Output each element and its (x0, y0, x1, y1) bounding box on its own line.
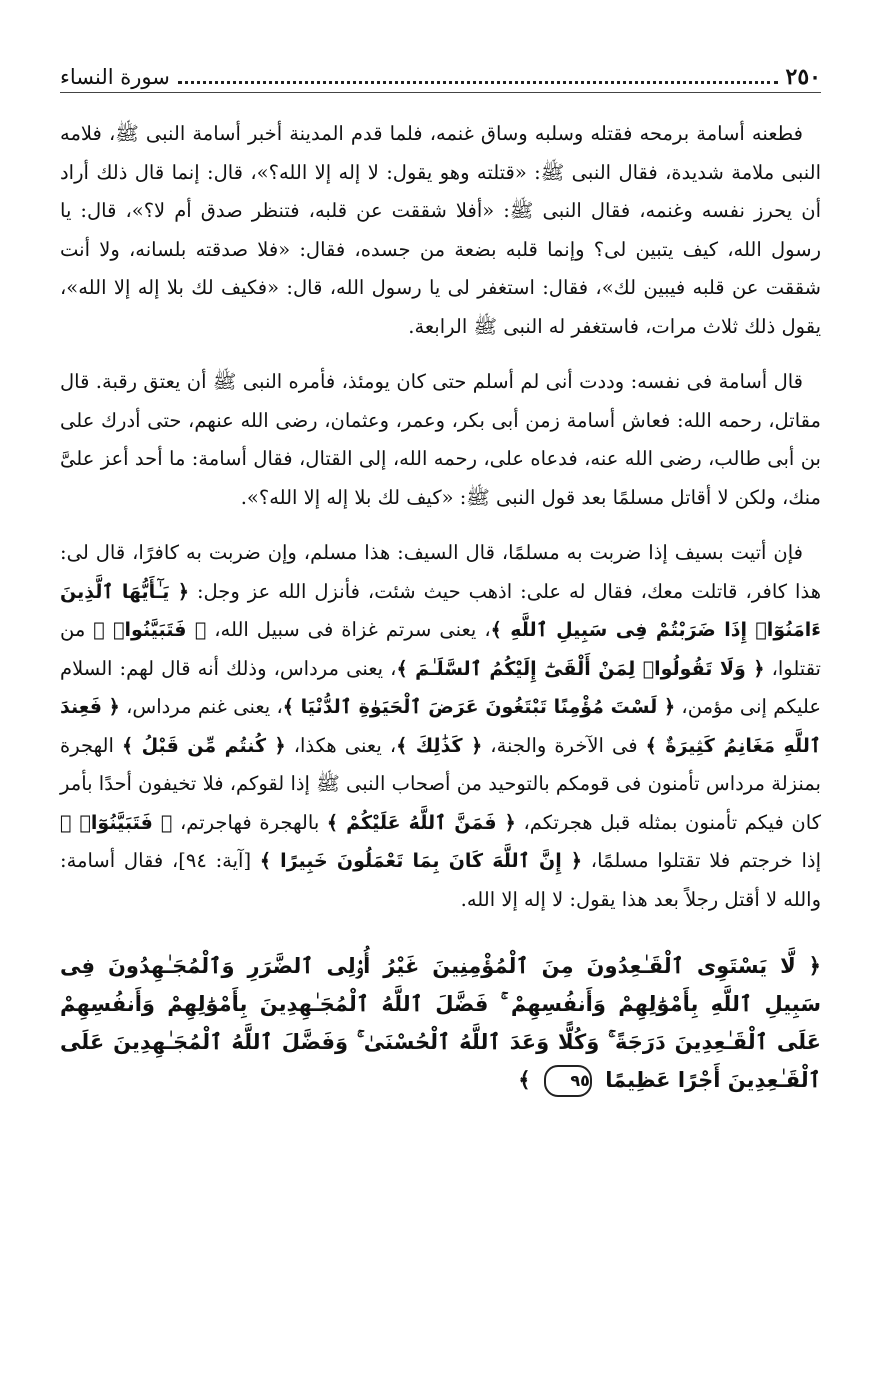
verse-closing-bracket: ﴾ (518, 1068, 531, 1092)
tafsir-body (60, 115, 821, 919)
quran-quote: ﴿ فَتَبَيَّنُوٓا۟ ﴾ (60, 811, 173, 834)
verse-text: ﴿ لَّا يَسْتَوِى ٱلْقَـٰعِدُونَ مِنَ ٱلْمُؤْمِنِينَ غَيْرُ أُو۟لِى ٱلضَّرَرِ وَٱلْمُجَـٰهِدُونَ فِى سَبِيلِ ٱللَّهِ بِأَمْوَٰلِهِمْ وَأَنفُسِهِمْ ۚ فَضَّلَ ٱللَّهُ ٱلْمُجَـٰهِدِينَ بِأَمْوَٰلِهِمْ وَأَنفُسِهِمْ عَلَى ٱلْقَـٰعِدِينَ دَرَجَةً ۚ وَكُلًّا وَعَدَ ٱللَّهُ ٱلْحُسْنَىٰ ۚ وَفَضَّلَ ٱللَّهُ ٱلْمُجَـٰهِدِينَ عَلَى ٱلْقَـٰعِدِينَ أَجْرًا عَظِيمًا (60, 954, 821, 1092)
paragraph-text: إذا خرجتم فلا تقتلوا مسلمًا، (582, 849, 821, 872)
paragraph-text: بالهجرة فهاجرتم، (172, 810, 327, 834)
paragraph (60, 115, 821, 346)
quran-quote: ﴿ كَذَٰلِكَ ﴾ (396, 734, 483, 757)
running-header (60, 58, 821, 88)
paragraph-text: فطعنه أسامة برمحه فقتله وسلبه وساق غنمه، فلما قدم المدينة أخبر أسامة النبى ﷺ، فلامه النبى ملامة شديدة، فقال النبى ﷺ: «قتلته وهو يقول: لا إله إلا الله؟»، قال: إنما قال ذلك أراد أن يحرز نفسه وغنمه، فقال النبى ﷺ: «أفلا شققت عن قلبه، فتنظر صدق أم لا؟»، قال: يا رسول الله، كيف يتبين لى؟ وإنما قلبه بضعة من جسده، فقال: «فلا صدقته بلسانه، ولا أنت شققت عن قلبه فيبين لك»، فقال: استغفر لى يا رسول الله، قال: «فكيف لك بلا إله إلا الله»، يقول ذلك ثلاث مرات، فاستغفر له النبى ﷺ الرابعة. (60, 122, 821, 338)
page-number: ٢٥٠ (785, 64, 821, 90)
quran-quote: ﴿ لَسْتَ مُؤْمِنًا تَبْتَغُونَ عَرَضَ ٱلْحَيَوٰةِ ٱلدُّنْيَا ﴾ (282, 696, 676, 718)
paragraph-text: فإن أتيت بسيف إذا ضربت به مسلمًا، قال السيف: هذا مسلم، وإن ضربت به كافرًا، قال لى: هذا كافر، قاتلت معك، فقال له على: اذهب حيث شئت، فأنزل الله عز وجل: (60, 541, 821, 603)
paragraph-text: [آية: ٩٤]، فقال أسامة: والله لا أقتل رجلاً بعد هذا يقول: لا إله إلا الله. (60, 849, 821, 911)
paragraph (60, 534, 821, 919)
surah-title: سورة النساء (60, 65, 170, 89)
paragraph-text: الهجرة بمنزلة مرداس تأمنون فى قومكم بالتوحيد من أصحاب النبى ﷺ إذا لقوكم، فلا تخيفون أحدًا بأمر كان فيكم تأمنون بمثله قبل هجرتكم، (60, 733, 821, 834)
paragraph (60, 363, 821, 517)
quran-quote: ﴿ كُنتُم مِّن قَبْلُ ﴾ (121, 734, 286, 757)
paragraph-text: ، يعنى هكذا، (285, 733, 397, 757)
quran-verse-block (60, 947, 821, 1099)
quran-quote: ﴿ فَعِندَ ٱللَّهِ مَغَانِمُ كَثِيرَةٌ ﴾ (60, 696, 822, 757)
quran-quote: ﴿ وَلَا تَقُولُوا۟ لِمَنْ أَلْقَىٰٓ إِلَيْكُمُ ٱلسَّلَـٰمَ ﴾ (396, 657, 765, 680)
paragraph-text: من تقتلوا، (60, 618, 821, 680)
ayah-number-marker: ٩٥ (544, 1065, 592, 1097)
paragraph-text: قال أسامة فى نفسه: وددت أنى لم أسلم حتى كان يومئذ، فأمره النبى ﷺ أن يعتق رقبة. قال مقاتل، رحمه الله: فعاش أسامة زمن أبى بكر، وعمر، وعثمان، رضى الله عنهم، حتى أدرك على بن أبى طالب، رضى الله عنه، فدعاه على، رحمه الله، إلى القتال، فقال أسامة: ما أحد أعز علىَّ منك، ولكن لا أقاتل مسلمًا بعد قول النبى ﷺ: «كيف لك بلا إله إلا الله؟». (60, 370, 821, 509)
quran-quote: ﴿ إِنَّ ٱللَّهَ كَانَ بِمَا تَعْمَلُونَ خَبِيرًا ﴾ (259, 850, 583, 872)
quran-quote: ﴿ يَـٰٓأَيُّهَا ٱلَّذِينَ ءَامَنُوٓا۟ إِذَا ضَرَبْتُمْ فِى سَبِيلِ ٱللَّهِ ﴾ (60, 580, 821, 641)
header-rule (60, 92, 821, 93)
paragraph-text: ، يعنى غنم مرداس، (119, 695, 283, 718)
dotted-leader (178, 80, 778, 84)
paragraph-text: ، يعنى سرتم غزاة فى سبيل الله، (206, 618, 491, 641)
paragraph-text: ، يعنى مرداس، وذلك أنه قال لهم: السلام عليكم إنى مؤمن، (60, 656, 821, 718)
paragraph-text: فى الآخرة والجنة، (482, 733, 646, 757)
quran-quote: ﴿ فَتَبَيَّنُوا۟ ﴾ (93, 619, 207, 641)
quran-quote: ﴿ فَمَنَّ ٱللَّهُ عَلَيْكُمْ ﴾ (326, 811, 516, 834)
